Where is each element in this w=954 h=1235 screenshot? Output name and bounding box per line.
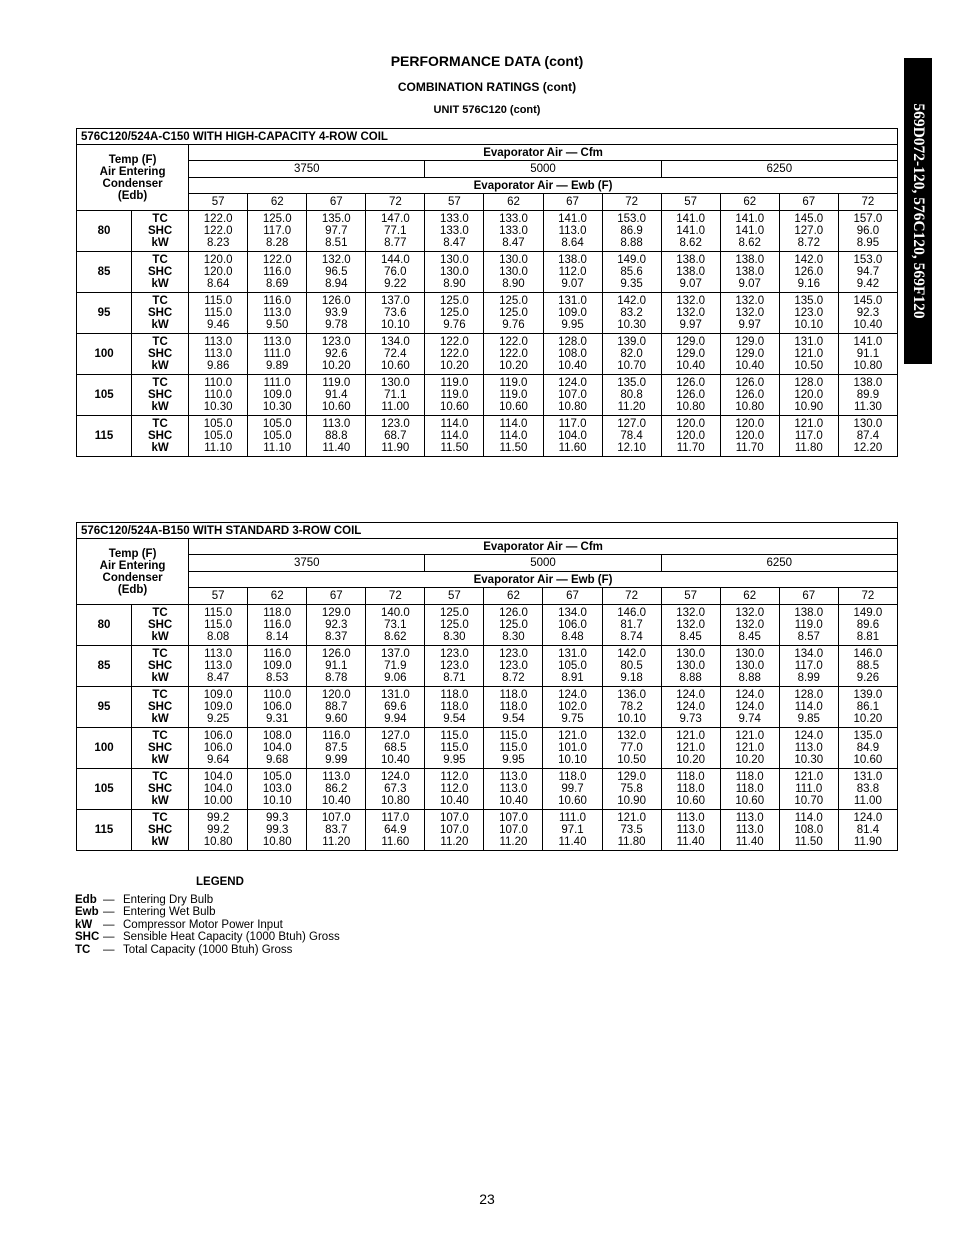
condenser-temp: 85 <box>77 252 132 293</box>
ewb-header: 67 <box>543 588 602 605</box>
table-cell: 114.0 114.0 11.50 <box>425 416 484 457</box>
table-cell: 130.0 130.0 8.88 <box>661 646 720 687</box>
cfm-header: 3750 <box>189 555 425 572</box>
table-cell: 118.0 118.0 10.60 <box>720 769 779 810</box>
side-tab-label: 569D072-120, 576C120, 569F120 <box>910 103 927 319</box>
table-cell: 107.0 83.7 11.20 <box>307 810 366 851</box>
table-cell: 119.0 119.0 10.60 <box>425 375 484 416</box>
table-cell: 106.0 106.0 9.64 <box>189 728 248 769</box>
table-cell: 121.0 111.0 10.70 <box>779 769 838 810</box>
table-cell: 121.0 117.0 11.80 <box>779 416 838 457</box>
table-cell: 145.0 92.3 10.40 <box>838 293 897 334</box>
table-cell: 121.0 101.0 10.10 <box>543 728 602 769</box>
table-cell: 133.0 133.0 8.47 <box>484 211 543 252</box>
table-cell: 129.0 129.0 10.40 <box>720 334 779 375</box>
table-cell: 122.0 122.0 10.20 <box>484 334 543 375</box>
condenser-temp: 100 <box>77 728 132 769</box>
table-cell: 124.0 113.0 10.30 <box>779 728 838 769</box>
temp-header-line: (Edb) <box>117 189 148 202</box>
table-row <box>77 810 898 851</box>
table-cell: 138.0 119.0 8.57 <box>779 605 838 646</box>
table-cell: 127.0 68.5 10.40 <box>366 728 425 769</box>
table-row <box>77 211 898 252</box>
ewb-header: 62 <box>720 194 779 211</box>
table-cell: 139.0 82.0 10.70 <box>602 334 661 375</box>
table-cell: 157.0 96.0 8.95 <box>838 211 897 252</box>
ewb-header: 67 <box>779 194 838 211</box>
legend-item <box>75 919 340 932</box>
table-cell: 115.0 115.0 9.46 <box>189 293 248 334</box>
evaporator-cfm-header: Evaporator Air — Cfm <box>189 145 898 161</box>
table-cell: 105.0 105.0 11.10 <box>248 416 307 457</box>
table-cell: 146.0 81.7 8.74 <box>602 605 661 646</box>
table-cell: 115.0 115.0 9.95 <box>425 728 484 769</box>
table-caption: 576C120/524A-C150 WITH HIGH-CAPACITY 4-ROW COIL <box>77 129 898 145</box>
table-cell: 113.0 111.0 9.89 <box>248 334 307 375</box>
legend-dash: — <box>103 943 115 956</box>
table-row <box>77 728 898 769</box>
condenser-temp: 105 <box>77 769 132 810</box>
row-labels: TC SHC kW <box>132 293 189 334</box>
ewb-header: 72 <box>602 194 661 211</box>
condenser-temp: 115 <box>77 810 132 851</box>
table-cell: 118.0 116.0 8.14 <box>248 605 307 646</box>
legend-desc: Compressor Motor Power Input <box>123 918 283 931</box>
legend-item <box>75 931 340 944</box>
table-cell: 110.0 106.0 9.31 <box>248 687 307 728</box>
legend-dash: — <box>103 931 115 944</box>
table-cell: 153.0 86.9 8.88 <box>602 211 661 252</box>
evaporator-ewb-header: Evaporator Air — Ewb (F) <box>189 572 898 588</box>
table-cell: 118.0 118.0 9.54 <box>484 687 543 728</box>
table-cell: 131.0 121.0 10.50 <box>779 334 838 375</box>
table-cell: 128.0 108.0 10.40 <box>543 334 602 375</box>
legend-desc: Entering Dry Bulb <box>123 893 214 906</box>
table-cell: 142.0 83.2 10.30 <box>602 293 661 334</box>
ewb-header: 57 <box>189 588 248 605</box>
table-cell: 119.0 119.0 10.60 <box>484 375 543 416</box>
table-cell: 125.0 117.0 8.28 <box>248 211 307 252</box>
temp-header-line: Air Entering <box>99 559 166 572</box>
table-cell: 141.0 141.0 8.62 <box>720 211 779 252</box>
ewb-header: 72 <box>366 194 425 211</box>
table-cell: 132.0 96.5 8.94 <box>307 252 366 293</box>
ewb-header: 62 <box>248 588 307 605</box>
temp-header-line: (Edb) <box>117 583 148 596</box>
table-cell: 134.0 106.0 8.48 <box>543 605 602 646</box>
table-row <box>77 252 898 293</box>
legend-items <box>75 894 340 957</box>
legend-abbr: Ewb <box>75 906 99 919</box>
table-cell: 121.0 73.5 11.80 <box>602 810 661 851</box>
table-cell: 114.0 114.0 11.50 <box>484 416 543 457</box>
table-cell: 120.0 88.7 9.60 <box>307 687 366 728</box>
condenser-temp: 100 <box>77 334 132 375</box>
table-cell: 118.0 118.0 9.54 <box>425 687 484 728</box>
table-cell: 141.0 141.0 8.62 <box>661 211 720 252</box>
table-cell: 124.0 67.3 10.80 <box>366 769 425 810</box>
table-cell: 140.0 73.1 8.62 <box>366 605 425 646</box>
legend <box>75 876 340 957</box>
table-row <box>77 687 898 728</box>
table-cell: 145.0 127.0 8.72 <box>779 211 838 252</box>
table-cell: 118.0 99.7 10.60 <box>543 769 602 810</box>
table-row <box>77 416 898 457</box>
table-cell: 124.0 124.0 9.73 <box>661 687 720 728</box>
ewb-header: 72 <box>602 588 661 605</box>
table-cell: 111.0 109.0 10.30 <box>248 375 307 416</box>
table-row <box>77 605 898 646</box>
table-cell: 112.0 112.0 10.40 <box>425 769 484 810</box>
temp-header-line: Temp (F) <box>108 547 157 560</box>
table-cell: 133.0 133.0 8.47 <box>425 211 484 252</box>
ewb-header: 62 <box>484 588 543 605</box>
table-cell: 115.0 115.0 8.08 <box>189 605 248 646</box>
cfm-header: 5000 <box>425 161 661 178</box>
table-cell: 125.0 125.0 8.30 <box>425 605 484 646</box>
table-cell: 124.0 124.0 9.74 <box>720 687 779 728</box>
table-cell: 138.0 138.0 9.07 <box>661 252 720 293</box>
table-cell: 137.0 73.6 10.10 <box>366 293 425 334</box>
performance-table-high-capacity <box>76 128 898 457</box>
table-row <box>77 375 898 416</box>
cfm-header: 6250 <box>661 555 897 572</box>
table-cell: 149.0 85.6 9.35 <box>602 252 661 293</box>
table-cell: 110.0 110.0 10.30 <box>189 375 248 416</box>
row-labels: TC SHC kW <box>132 646 189 687</box>
side-tab <box>904 58 932 364</box>
table-row <box>77 769 898 810</box>
row-labels: TC SHC kW <box>132 769 189 810</box>
table-cell: 130.0 130.0 8.90 <box>484 252 543 293</box>
legend-title: LEGEND <box>196 876 244 888</box>
table-cell: 132.0 132.0 8.45 <box>720 605 779 646</box>
row-labels: TC SHC kW <box>132 211 189 252</box>
table-cell: 131.0 83.8 11.00 <box>838 769 897 810</box>
temp-header-line: Air Entering <box>99 165 166 178</box>
table-cell: 135.0 123.0 10.10 <box>779 293 838 334</box>
ewb-header: 57 <box>661 194 720 211</box>
table-cell: 124.0 102.0 9.75 <box>543 687 602 728</box>
legend-dash: — <box>103 893 115 906</box>
table-cell: 113.0 113.0 9.86 <box>189 334 248 375</box>
ewb-header: 62 <box>248 194 307 211</box>
temp-column-header <box>77 145 189 211</box>
table-cell: 135.0 84.9 10.60 <box>838 728 897 769</box>
table-cell: 108.0 104.0 9.68 <box>248 728 307 769</box>
table-row <box>77 334 898 375</box>
table-cell: 126.0 91.1 8.78 <box>307 646 366 687</box>
ewb-header: 57 <box>425 194 484 211</box>
table-cell: 138.0 138.0 9.07 <box>720 252 779 293</box>
table-cell: 134.0 117.0 8.99 <box>779 646 838 687</box>
table-cell: 130.0 130.0 8.88 <box>720 646 779 687</box>
ewb-header: 57 <box>189 194 248 211</box>
table-cell: 123.0 123.0 8.71 <box>425 646 484 687</box>
legend-item <box>75 894 340 907</box>
table-cell: 120.0 120.0 11.70 <box>720 416 779 457</box>
table-cell: 116.0 113.0 9.50 <box>248 293 307 334</box>
table-cell: 126.0 126.0 10.80 <box>661 375 720 416</box>
table-cell: 131.0 105.0 8.91 <box>543 646 602 687</box>
condenser-temp: 80 <box>77 211 132 252</box>
table-cell: 107.0 107.0 11.20 <box>484 810 543 851</box>
table-cell: 124.0 107.0 10.80 <box>543 375 602 416</box>
table-cell: 139.0 86.1 10.20 <box>838 687 897 728</box>
legend-abbr: kW <box>75 918 93 931</box>
table-cell: 126.0 125.0 8.30 <box>484 605 543 646</box>
ewb-header: 67 <box>543 194 602 211</box>
table-cell: 114.0 108.0 11.50 <box>779 810 838 851</box>
table-cell: 129.0 129.0 10.40 <box>661 334 720 375</box>
ewb-header: 67 <box>779 588 838 605</box>
table-cell: 116.0 87.5 9.99 <box>307 728 366 769</box>
table-cell: 123.0 68.7 11.90 <box>366 416 425 457</box>
table-cell: 113.0 88.8 11.40 <box>307 416 366 457</box>
table-cell: 125.0 125.0 9.76 <box>484 293 543 334</box>
table-cell: 137.0 71.9 9.06 <box>366 646 425 687</box>
table-cell: 153.0 94.7 9.42 <box>838 252 897 293</box>
row-labels: TC SHC kW <box>132 334 189 375</box>
table-cell: 115.0 115.0 9.95 <box>484 728 543 769</box>
table-cell: 126.0 126.0 10.80 <box>720 375 779 416</box>
cfm-header: 3750 <box>189 161 425 178</box>
table-cell: 138.0 112.0 9.07 <box>543 252 602 293</box>
table-cell: 146.0 88.5 9.26 <box>838 646 897 687</box>
table-cell: 99.2 99.2 10.80 <box>189 810 248 851</box>
table-cell: 130.0 71.1 11.00 <box>366 375 425 416</box>
table-cell: 116.0 109.0 8.53 <box>248 646 307 687</box>
section-subtitle: COMBINATION RATINGS (cont) <box>397 80 577 94</box>
row-labels: TC SHC kW <box>132 687 189 728</box>
row-labels: TC SHC kW <box>132 605 189 646</box>
condenser-temp: 115 <box>77 416 132 457</box>
temp-column-header <box>77 539 189 605</box>
table-cell: 135.0 97.7 8.51 <box>307 211 366 252</box>
table-cell: 142.0 80.5 9.18 <box>602 646 661 687</box>
ewb-header: 62 <box>720 588 779 605</box>
unit-heading: UNIT 576C120 (cont) <box>433 104 541 116</box>
row-labels: TC SHC kW <box>132 375 189 416</box>
table-cell: 121.0 121.0 10.20 <box>661 728 720 769</box>
table-cell: 105.0 105.0 11.10 <box>189 416 248 457</box>
legend-desc: Entering Wet Bulb <box>123 906 216 919</box>
table-cell: 127.0 78.4 12.10 <box>602 416 661 457</box>
temp-header-line: Temp (F) <box>108 153 157 166</box>
table-cell: 122.0 116.0 8.69 <box>248 252 307 293</box>
ewb-header: 67 <box>307 194 366 211</box>
table-cell: 131.0 69.6 9.94 <box>366 687 425 728</box>
table-row <box>77 293 898 334</box>
temp-header-line: Condenser <box>102 177 163 190</box>
table-cell: 104.0 104.0 10.00 <box>189 769 248 810</box>
table-cell: 122.0 122.0 10.20 <box>425 334 484 375</box>
legend-desc: Total Capacity (1000 Btuh) Gross <box>123 943 293 956</box>
table-cell: 147.0 77.1 8.77 <box>366 211 425 252</box>
ewb-header: 67 <box>307 588 366 605</box>
table-cell: 141.0 91.1 10.80 <box>838 334 897 375</box>
row-labels: TC SHC kW <box>132 810 189 851</box>
table-cell: 132.0 132.0 9.97 <box>720 293 779 334</box>
legend-dash: — <box>103 906 115 919</box>
ewb-header: 72 <box>366 588 425 605</box>
table-cell: 99.3 99.3 10.80 <box>248 810 307 851</box>
table-cell: 113.0 113.0 11.40 <box>661 810 720 851</box>
table-cell: 113.0 113.0 8.47 <box>189 646 248 687</box>
table-cell: 117.0 104.0 11.60 <box>543 416 602 457</box>
legend-abbr: SHC <box>75 931 100 944</box>
legend-abbr: Edb <box>75 893 97 906</box>
ewb-header: 57 <box>425 588 484 605</box>
table-cell: 125.0 125.0 9.76 <box>425 293 484 334</box>
table-cell: 132.0 132.0 9.97 <box>661 293 720 334</box>
table-cell: 135.0 80.8 11.20 <box>602 375 661 416</box>
cfm-header: 6250 <box>661 161 897 178</box>
table-cell: 123.0 92.6 10.20 <box>307 334 366 375</box>
table-cell: 113.0 113.0 10.40 <box>484 769 543 810</box>
table-cell: 138.0 89.9 11.30 <box>838 375 897 416</box>
condenser-temp: 95 <box>77 293 132 334</box>
temp-header-line: Condenser <box>102 571 163 584</box>
table-cell: 129.0 92.3 8.37 <box>307 605 366 646</box>
table-cell: 130.0 87.4 12.20 <box>838 416 897 457</box>
table-cell: 122.0 122.0 8.23 <box>189 211 248 252</box>
table-cell: 119.0 91.4 10.60 <box>307 375 366 416</box>
table-cell: 117.0 64.9 11.60 <box>366 810 425 851</box>
table-cell: 121.0 121.0 10.20 <box>720 728 779 769</box>
table-cell: 118.0 118.0 10.60 <box>661 769 720 810</box>
table-cell: 113.0 86.2 10.40 <box>307 769 366 810</box>
table-cell: 144.0 76.0 9.22 <box>366 252 425 293</box>
condenser-temp: 105 <box>77 375 132 416</box>
page-number: 23 <box>479 1191 495 1207</box>
table-cell: 123.0 123.0 8.72 <box>484 646 543 687</box>
table-cell: 111.0 97.1 11.40 <box>543 810 602 851</box>
table-cell: 124.0 81.4 11.90 <box>838 810 897 851</box>
table-cell: 131.0 109.0 9.95 <box>543 293 602 334</box>
table-cell: 130.0 130.0 8.90 <box>425 252 484 293</box>
table-cell: 126.0 93.9 9.78 <box>307 293 366 334</box>
table-cell: 105.0 103.0 10.10 <box>248 769 307 810</box>
ewb-header: 62 <box>484 194 543 211</box>
table-cell: 134.0 72.4 10.60 <box>366 334 425 375</box>
table-cell: 129.0 75.8 10.90 <box>602 769 661 810</box>
table-caption: 576C120/524A-B150 WITH STANDARD 3-ROW COIL <box>77 523 898 539</box>
row-labels: TC SHC kW <box>132 728 189 769</box>
table-cell: 141.0 113.0 8.64 <box>543 211 602 252</box>
legend-abbr: TC <box>75 943 91 956</box>
legend-item <box>75 906 340 919</box>
cfm-header: 5000 <box>425 555 661 572</box>
condenser-temp: 85 <box>77 646 132 687</box>
table-cell: 128.0 114.0 9.85 <box>779 687 838 728</box>
evaporator-ewb-header: Evaporator Air — Ewb (F) <box>189 178 898 194</box>
table-cell: 136.0 78.2 10.10 <box>602 687 661 728</box>
table-cell: 132.0 77.0 10.50 <box>602 728 661 769</box>
legend-item <box>75 944 340 957</box>
legend-dash: — <box>103 918 115 931</box>
table-cell: 120.0 120.0 8.64 <box>189 252 248 293</box>
table-cell: 109.0 109.0 9.25 <box>189 687 248 728</box>
condenser-temp: 95 <box>77 687 132 728</box>
ewb-header: 57 <box>661 588 720 605</box>
table-cell: 128.0 120.0 10.90 <box>779 375 838 416</box>
row-labels: TC SHC kW <box>132 252 189 293</box>
ewb-header: 72 <box>838 588 897 605</box>
legend-desc: Sensible Heat Capacity (1000 Btuh) Gross <box>123 931 340 944</box>
ewb-header: 72 <box>838 194 897 211</box>
table-cell: 149.0 89.6 8.81 <box>838 605 897 646</box>
table-cell: 132.0 132.0 8.45 <box>661 605 720 646</box>
condenser-temp: 80 <box>77 605 132 646</box>
page-title: PERFORMANCE DATA (cont) <box>390 53 584 69</box>
performance-table-standard <box>76 522 898 851</box>
evaporator-cfm-header: Evaporator Air — Cfm <box>189 539 898 555</box>
table-cell: 107.0 107.0 11.20 <box>425 810 484 851</box>
table-cell: 142.0 126.0 9.16 <box>779 252 838 293</box>
table-row <box>77 646 898 687</box>
table-cell: 113.0 113.0 11.40 <box>720 810 779 851</box>
table-cell: 120.0 120.0 11.70 <box>661 416 720 457</box>
row-labels: TC SHC kW <box>132 416 189 457</box>
